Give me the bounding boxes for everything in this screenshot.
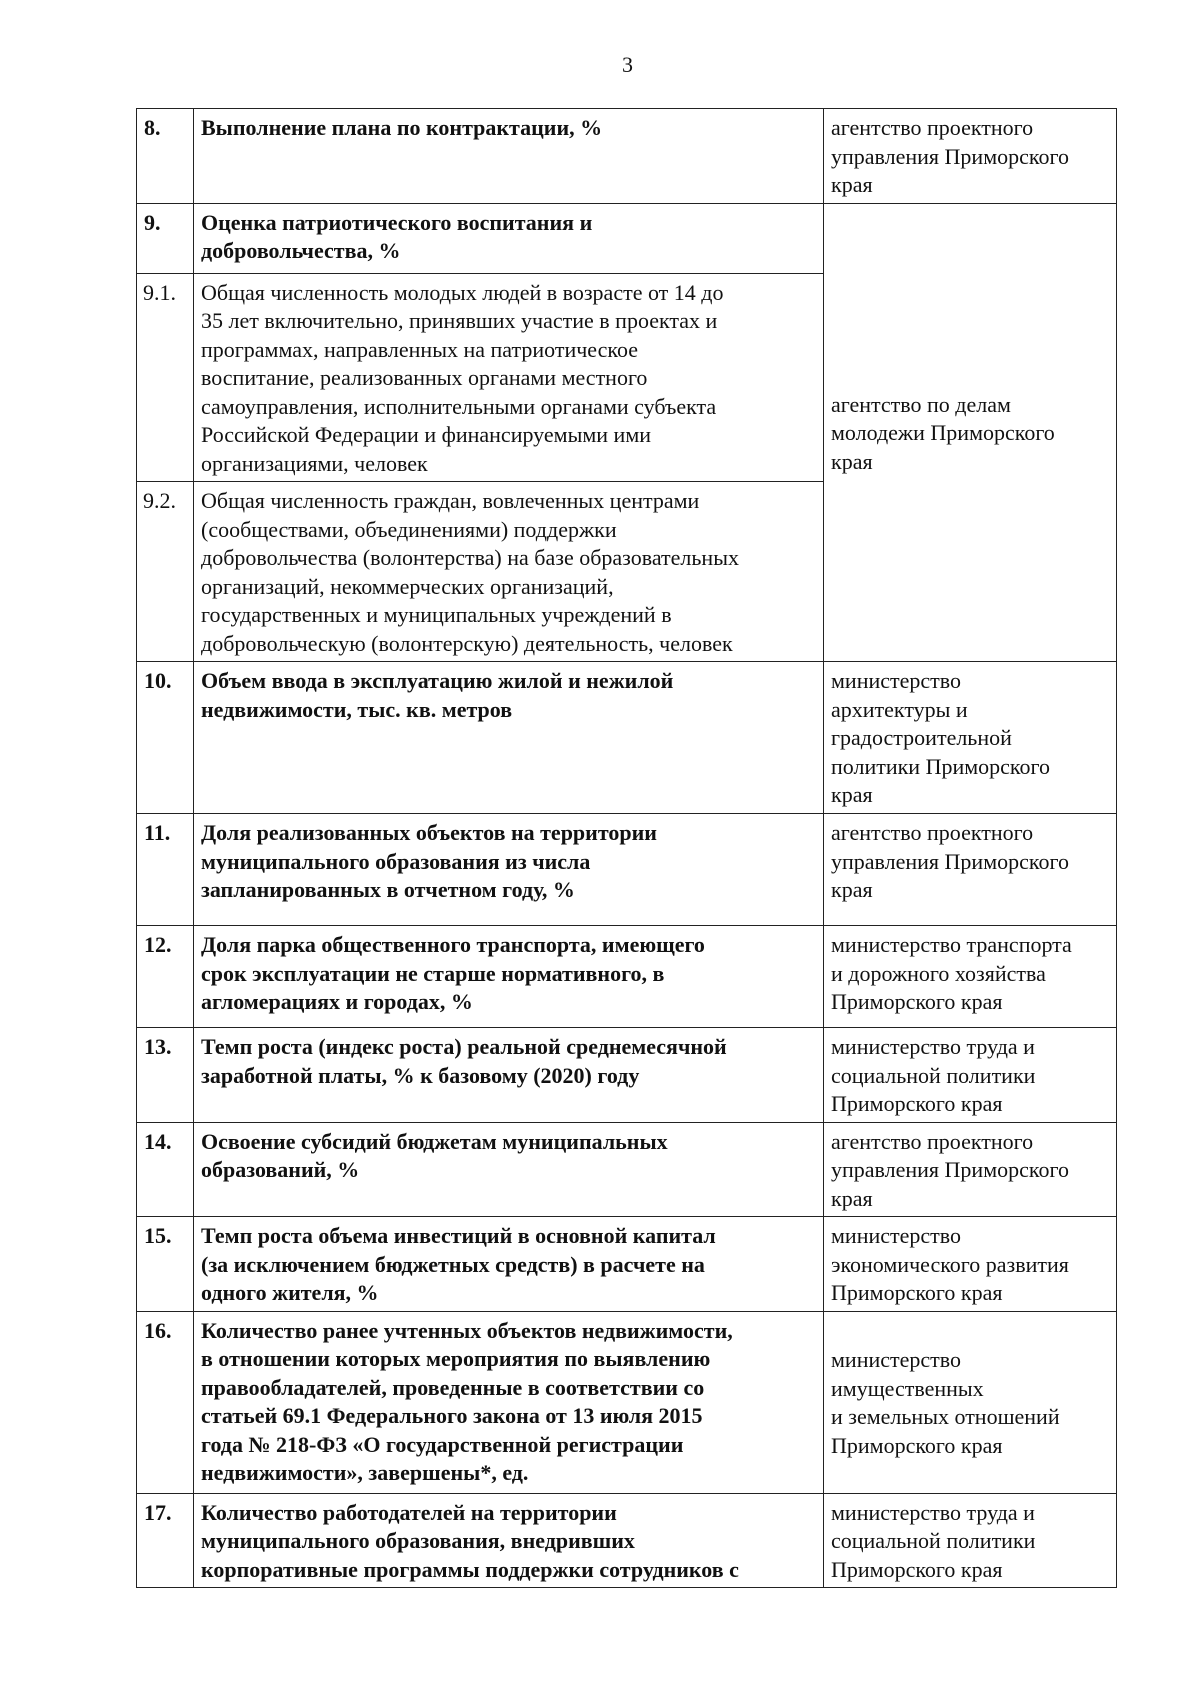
responsible-body: министерство труда и социальной политики Приморского края (824, 1028, 1117, 1123)
table-row (137, 109, 1117, 204)
table-row (137, 1122, 1117, 1217)
indicators-table (136, 108, 1117, 1588)
responsible-body: министерство экономического развития Приморского края (824, 1217, 1117, 1312)
row-number: 16. (137, 1311, 194, 1493)
responsible-body: министерство транспорта и дорожного хозяйства Приморского края (824, 926, 1117, 1028)
responsible-body: министерство труда и социальной политики Приморского края (824, 1493, 1117, 1588)
row-number: 10. (137, 662, 194, 814)
row-number: 15. (137, 1217, 194, 1312)
row-number: 9.1. (137, 273, 194, 482)
indicator-name: Доля парка общественного транспорта, имеющего срок эксплуатации не старше нормативного, в агломерациях и городах, % (194, 926, 824, 1028)
row-number: 12. (137, 926, 194, 1028)
row-number: 13. (137, 1028, 194, 1123)
indicator-name: Выполнение плана по контрактации, % (194, 109, 824, 204)
row-number: 8. (137, 109, 194, 204)
table-row (137, 1493, 1117, 1588)
table-row (137, 814, 1117, 926)
indicator-name: Общая численность граждан, вовлеченных центрами (сообществами, объединениями) поддержки добровольчества (волонтерства) на базе образовательных организаций, некоммерческих организаций, государственных и муниципальных учреждений в добровольческую (волонтерскую) деятельность, человек (194, 482, 824, 662)
page-number: 3 (622, 52, 633, 77)
table-row (137, 1311, 1117, 1493)
row-number: 11. (137, 814, 194, 926)
row-number: 14. (137, 1122, 194, 1217)
responsible-body: агентство проектного управления Приморского края (824, 1122, 1117, 1217)
indicator-name: Темп роста (индекс роста) реальной среднемесячной заработной платы, % к базовому (2020) году (194, 1028, 824, 1123)
table-row (137, 926, 1117, 1028)
table-row (137, 662, 1117, 814)
table-row (137, 203, 1117, 273)
indicator-name: Темп роста объема инвестиций в основной капитал (за исключением бюджетных средств) в расчете на одного жителя, % (194, 1217, 824, 1312)
row-number: 9. (137, 203, 194, 273)
responsible-body: агентство проектного управления Приморского края (824, 109, 1117, 204)
indicator-name: Оценка патриотического воспитания и добровольчества, % (194, 203, 824, 273)
indicator-name: Количество ранее учтенных объектов недвижимости, в отношении которых мероприятия по выявлению правообладателей, проведенные в соответствии со статьей 69.1 Федерального закона от 13 июля 2015 года № 218-ФЗ «О государственной регистрации недвижимости», завершены*, ед. (194, 1311, 824, 1493)
indicator-name: Освоение субсидий бюджетам муниципальных образований, % (194, 1122, 824, 1217)
row-number: 17. (137, 1493, 194, 1588)
indicator-name: Объем ввода в эксплуатацию жилой и нежилой недвижимости, тыс. кв. метров (194, 662, 824, 814)
responsible-body: агентство проектного управления Приморского края (824, 814, 1117, 926)
row-number: 9.2. (137, 482, 194, 662)
indicator-name: Количество работодателей на территории муниципального образования, внедривших корпоративные программы поддержки сотрудников с (194, 1493, 824, 1588)
indicator-name: Общая численность молодых людей в возрасте от 14 до 35 лет включительно, принявших участие в проектах и программах, направленных на патриотическое воспитание, реализованных органами местного самоуправления, исполнительными органами субъекта Российской Федерации и финансируемыми ими организациями, человек (194, 273, 824, 482)
table-row (137, 1217, 1117, 1312)
responsible-body: агентство по делам молодежи Приморского края (824, 203, 1117, 662)
indicator-name: Доля реализованных объектов на территории муниципального образования из числа запланированных в отчетном году, % (194, 814, 824, 926)
responsible-body: министерство имущественных и земельных отношений Приморского края (824, 1311, 1117, 1493)
table-row (137, 1028, 1117, 1123)
responsible-body: министерство архитектуры и градостроительной политики Приморского края (824, 662, 1117, 814)
